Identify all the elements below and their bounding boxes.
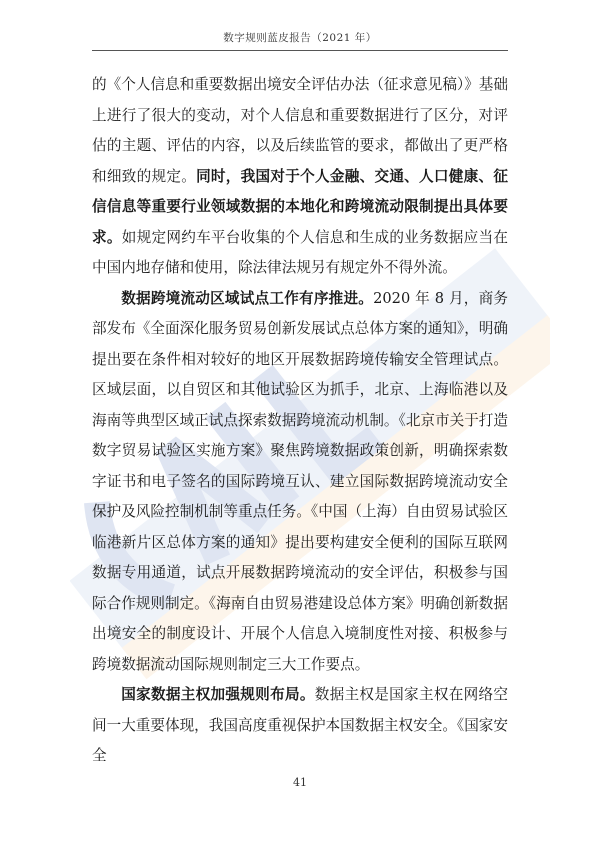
paragraph-heading: 国家数据主权加强规则布局。 bbox=[121, 686, 315, 703]
paragraph-emphasis: 同时，我国对于个人金融、交通、人口健康、征信信息等重要行业领域数据的本地化和跨境流动限制提出具体要求。 bbox=[92, 167, 508, 246]
paragraph-data-sovereignty bbox=[92, 680, 508, 772]
header-divider bbox=[92, 50, 508, 51]
paragraph-text: 数据主权是国家主权在网络空间一大重要体现，我国高度重视保护本国数据主权安全。《国家安全 bbox=[92, 686, 508, 764]
paragraph-heading: 数据跨境流动区域试点工作有序推进。 bbox=[121, 289, 374, 307]
document-body bbox=[92, 70, 508, 772]
running-header: 数字规则蓝皮报告（2021 年） bbox=[223, 32, 377, 44]
paragraph-text: 如规定网约车平台收集的个人信息和生成的业务数据应当在中国内地存储和使用，除法律法规另有规定外不得外流。 bbox=[92, 228, 508, 276]
paragraph-data-export-regulation bbox=[92, 70, 508, 284]
paragraph-pilot-zones bbox=[92, 284, 508, 681]
page-number: 41 bbox=[293, 776, 307, 789]
paragraph-text: 2020 年 8 月，商务部发布《全面深化服务贸易创新发展试点总体方案的通知》，明确提出要在条件相对较好的地区开展数据跨境传输安全管理试点。区域层面，以自贸区和其他试验区为抓手，北京、上海临港以及海南等典型区域正试点探索数据跨境流动机制。《北京市关于打造数字贸易试验区实施方案》聚焦跨境数据政策创新，明确探索数字证书和电子签名的国际跨境互认、建立国际数据跨境流动安全保护及风险控制机制等重点任务。《中国（上海）自由贸易试验区临港新片区总体方案的通知》提出要构建安全便利的国际互联网数据专用通道，试点开展数据跨境流动的安全评估，积极参与国际合作规则制定。《海南自由贸易港建设总体方案》明确创新数据出境安全的制度设计、开展个人信息入境制度性对接、积极参与跨境数据流动国际规则制定三大工作要点。 bbox=[92, 289, 508, 673]
paragraph-text: 的《个人信息和重要数据出境安全评估办法（征求意见稿）》基础上进行了很大的变动，对个人信息和重要数据进行了区分，对评估的主题、评估的内容，以及后续监管的要求，都做出了更严格和细致的规定。 bbox=[92, 76, 508, 185]
